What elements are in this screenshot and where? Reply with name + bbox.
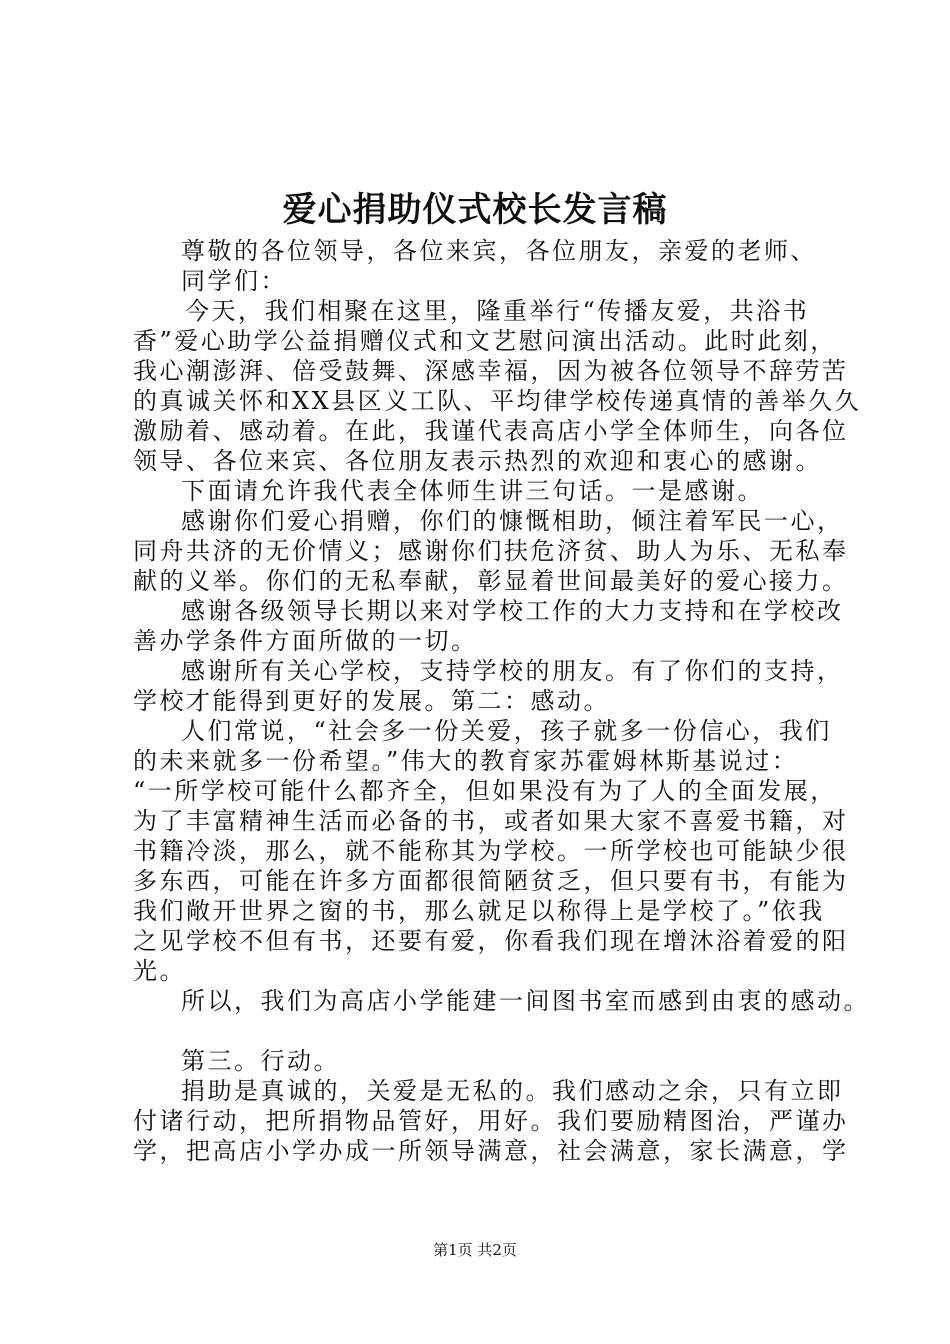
text-line: 我心潮澎湃、倍受鼓舞、深感幸福，因为被各位领导不辞劳苦 bbox=[133, 357, 849, 385]
text-line: 书籍冷淡，那么，就不能称其为学校。一所学校也可能缺少很 bbox=[133, 837, 849, 865]
text-line: 感谢你们爱心捐赠，你们的慷慨相助，倾注着军民一心， bbox=[181, 507, 844, 535]
text-line: 多东西，可能在许多方面都很简陋贫乏，但只要有书，有能为 bbox=[133, 867, 849, 895]
text-line: 今天，我们相聚在这里，隆重举行“传播友爱，共浴书 bbox=[185, 297, 810, 325]
text-line: 善办学条件方面所做的一切。 bbox=[133, 627, 478, 655]
text-line: 同学们： bbox=[181, 267, 287, 295]
text-line: 的真诚关怀和XX县区义工队、平均律学校传递真情的善举久久 bbox=[133, 387, 862, 415]
text-line: 感谢各级领导长期以来对学校工作的大力支持和在学校改 bbox=[181, 597, 844, 625]
text-line: 学校才能得到更好的发展。第二：感动。 bbox=[133, 687, 610, 715]
document-title: 爱心捐助仪式校长发言稿 bbox=[282, 190, 668, 230]
text-line: 所以，我们为高店小学能建一间图书室而感到由衷的感动。 bbox=[181, 987, 870, 1015]
text-line: “一所学校可能什么都齐全，但如果没有为了人的全面发展， bbox=[133, 777, 837, 805]
text-line: 付诸行动，把所捐物品管好，用好。我们要励精图治，严谨办 bbox=[133, 1107, 849, 1135]
text-line: 尊敬的各位领导，各位来宾，各位朋友，亲爱的老师、 bbox=[181, 237, 817, 265]
text-line: 领导、各位来宾、各位朋友表示热烈的欢迎和衷心的感谢。 bbox=[133, 447, 822, 475]
text-line: 捐助是真诚的，关爱是无私的。我们感动之余，只有立即 bbox=[181, 1077, 844, 1105]
page-footer bbox=[0, 1240, 950, 1260]
text-line: 为了丰富精神生活而必备的书，或者如果大家不喜爱书籍，对 bbox=[133, 807, 849, 835]
text-line: 学，把高店小学办成一所领导满意，社会满意，家长满意，学 bbox=[133, 1137, 849, 1165]
text-line: 人们常说，“社会多一份关爱，孩子就多一份信心，我们 bbox=[181, 717, 832, 745]
text-line: 光。 bbox=[133, 957, 186, 985]
text-line: 香”爱心助学公益捐赠仪式和文艺慰问演出活动。此时此刻， bbox=[133, 327, 837, 355]
text-line: 感谢所有关心学校，支持学校的朋友。有了你们的支持， bbox=[181, 657, 844, 685]
text-line: 献的义举。你们的无私奉献，彰显着世间最美好的爱心接力。 bbox=[133, 567, 849, 595]
text-line: 的未来就多一份希望。”伟大的教育家苏霍姆林斯基说过： bbox=[133, 747, 799, 775]
text-line: 我们敞开世界之窗的书，那么就足以称得上是学校了。”依我 bbox=[133, 897, 825, 925]
text-line: 激励着、感动着。在此，我谨代表高店小学全体师生，向各位 bbox=[133, 417, 849, 445]
paragraph-gap bbox=[133, 1016, 833, 1046]
text-line: 第三。行动。 bbox=[181, 1047, 340, 1075]
text-line: 同舟共济的无价情义；感谢你们扶危济贫、助人为乐、无私奉 bbox=[133, 537, 849, 565]
text-line: 下面请允许我代表全体师生讲三句话。一是感谢。 bbox=[181, 477, 764, 505]
page-number: 第1页 共2页 bbox=[433, 1241, 517, 1259]
text-line: 之见学校不但有书，还要有爱，你看我们现在增沐浴着爱的阳 bbox=[133, 927, 849, 955]
document-body bbox=[133, 236, 870, 1166]
